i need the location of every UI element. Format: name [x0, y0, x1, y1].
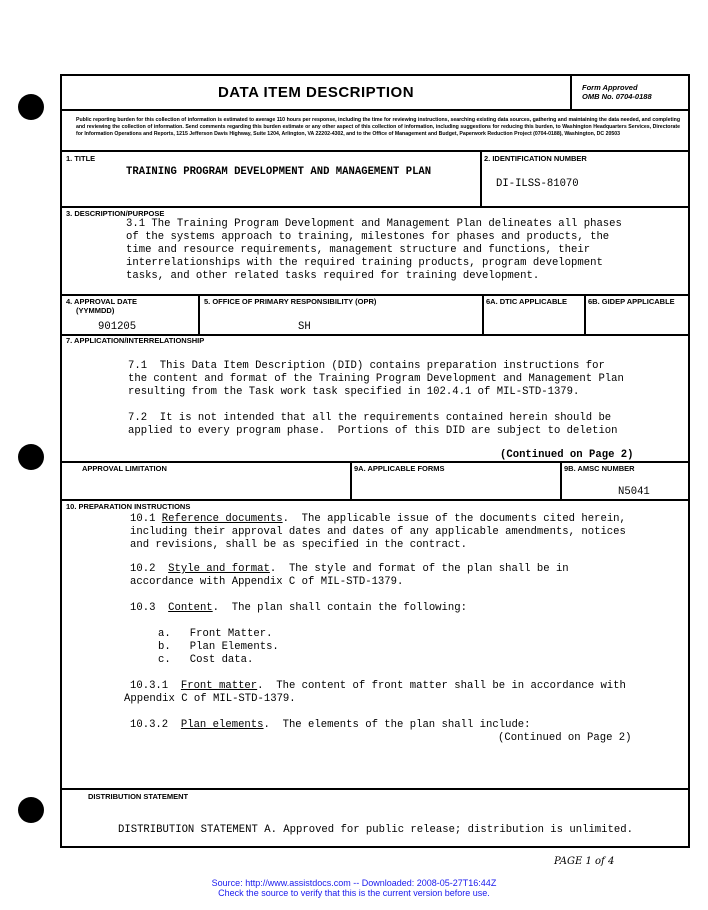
description-line: interrelationships with the required training products, program development — [126, 257, 603, 269]
content-list-item: c. Cost data. — [158, 654, 254, 666]
para-10-2: 10.2 Style and format. The style and format of the plan shall be in — [130, 563, 569, 575]
page-number: PAGE 1 of 4 — [554, 856, 615, 867]
source-footer: Source: http://www.assistdocs.com -- Downloaded: 2008-05-27T16:44Z Check the source to verify that this is the current version before use. — [211, 878, 497, 898]
content-list-item: a. Front Matter. — [158, 628, 273, 640]
para-10-3-1: 10.3.1 Front matter. The content of front matter shall be in accordance with — [130, 680, 626, 692]
applicable-forms-label: 9A. APPLICABLE FORMS — [354, 464, 445, 473]
para-10-1-line: including their approval dates and dates of any applicable amendments, notices — [130, 526, 626, 538]
title-value: TRAINING PROGRAM DEVELOPMENT AND MANAGEMENT PLAN — [126, 166, 432, 178]
approval-limitation-label: APPROVAL LIMITATION — [82, 464, 167, 473]
application-line: applied to every program phase. Portions of this DID are subject to deletion — [128, 425, 618, 437]
amsc-label: 9B. AMSC NUMBER — [564, 464, 635, 473]
application-line: resulting from the Task work task specified in 102.4.1 of MIL-STD-1379. — [128, 386, 580, 398]
para-10-3-2: 10.3.2 Plan elements. The elements of the plan shall include: — [130, 719, 531, 731]
description-line: time and resource requirements, management structure and functions, their — [126, 244, 591, 256]
application-line: 7.1 This Data Item Description (DID) contains preparation instructions for — [128, 360, 605, 372]
binder-hole — [18, 444, 44, 470]
application-label: 7. APPLICATION/INTERRELATIONSHIP — [66, 336, 205, 345]
para-10-1-line: and revisions, shall be as specified in the contract. — [130, 539, 467, 551]
para-10-1: 10.1 Reference documents. The applicable issue of the documents cited herein, — [130, 513, 626, 525]
description-line: 3.1 The Training Program Development and Management Plan delineates all phases — [126, 218, 622, 230]
application-line: the content and format of the Training Program Development and Management Plan — [128, 373, 624, 385]
gidep-label: 6B. GIDEP APPLICABLE — [588, 297, 675, 306]
binder-hole — [18, 94, 44, 120]
binder-hole — [18, 797, 44, 823]
distribution-label: DISTRIBUTION STATEMENT — [88, 792, 189, 801]
burden-statement: Public reporting burden for this collection of information is estimated to average 110 hours per response, including the time for reviewing instructions, searching existing data sources, gathering and maintaining the data needed, and completing and reviewing the collection of information. Send comments regarding this burden estimate or any other aspect of this collection of information, including suggestions for reducing this burden, to Washington Headquarters Services, Directorate for Information Operations and Reports, 1215 Jefferson Davis Highway, Suite 1204, Arlington, VA 22202-4302, and to the Office of Management and Budget, Paperwork Reduction Project (0704-0188), Washington, DC 20503 — [76, 117, 680, 137]
dd-form-1664 — [60, 74, 690, 848]
description-label: 3. DESCRIPTION/PURPOSE — [66, 209, 165, 218]
content-list-item: b. Plan Elements. — [158, 641, 279, 653]
para-10-3: 10.3 Content. The plan shall contain the following: — [130, 602, 467, 614]
opr-value: SH — [298, 321, 311, 333]
dtic-label: 6A. DTIC APPLICABLE — [486, 297, 567, 306]
prep-label: 10. PREPARATION INSTRUCTIONS — [66, 502, 191, 511]
description-line: of the systems approach to training, milestones for phases and products, the — [126, 231, 610, 243]
approval-date-value: 901205 — [98, 321, 137, 333]
omb-approval: Form Approved OMB No. 0704-0188 — [582, 83, 652, 101]
continued-note: (Continued on Page 2) — [498, 732, 632, 744]
para-10-2-line: accordance with Appendix C of MIL-STD-1379. — [130, 576, 404, 588]
amsc-value: N5041 — [618, 486, 650, 498]
continued-note: (Continued on Page 2) — [500, 449, 634, 461]
description-line: tasks, and other related tasks required for training development. — [126, 270, 540, 282]
opr-label: 5. OFFICE OF PRIMARY RESPONSIBILITY (OPR) — [204, 297, 377, 306]
form-title: DATA ITEM DESCRIPTION — [217, 84, 415, 101]
id-number-value: DI-ILSS-81070 — [496, 178, 579, 190]
para-10-3-1-line: Appendix C of MIL-STD-1379. — [124, 693, 296, 705]
approval-date-label: 4. APPROVAL DATE (YYMMDD) — [66, 297, 137, 315]
title-label: 1. TITLE — [66, 154, 96, 163]
id-number-label: 2. IDENTIFICATION NUMBER — [484, 154, 587, 163]
distribution-text: DISTRIBUTION STATEMENT A. Approved for public release; distribution is unlimited. — [118, 824, 633, 836]
application-line: 7.2 It is not intended that all the requirements contained herein should be — [128, 412, 612, 424]
